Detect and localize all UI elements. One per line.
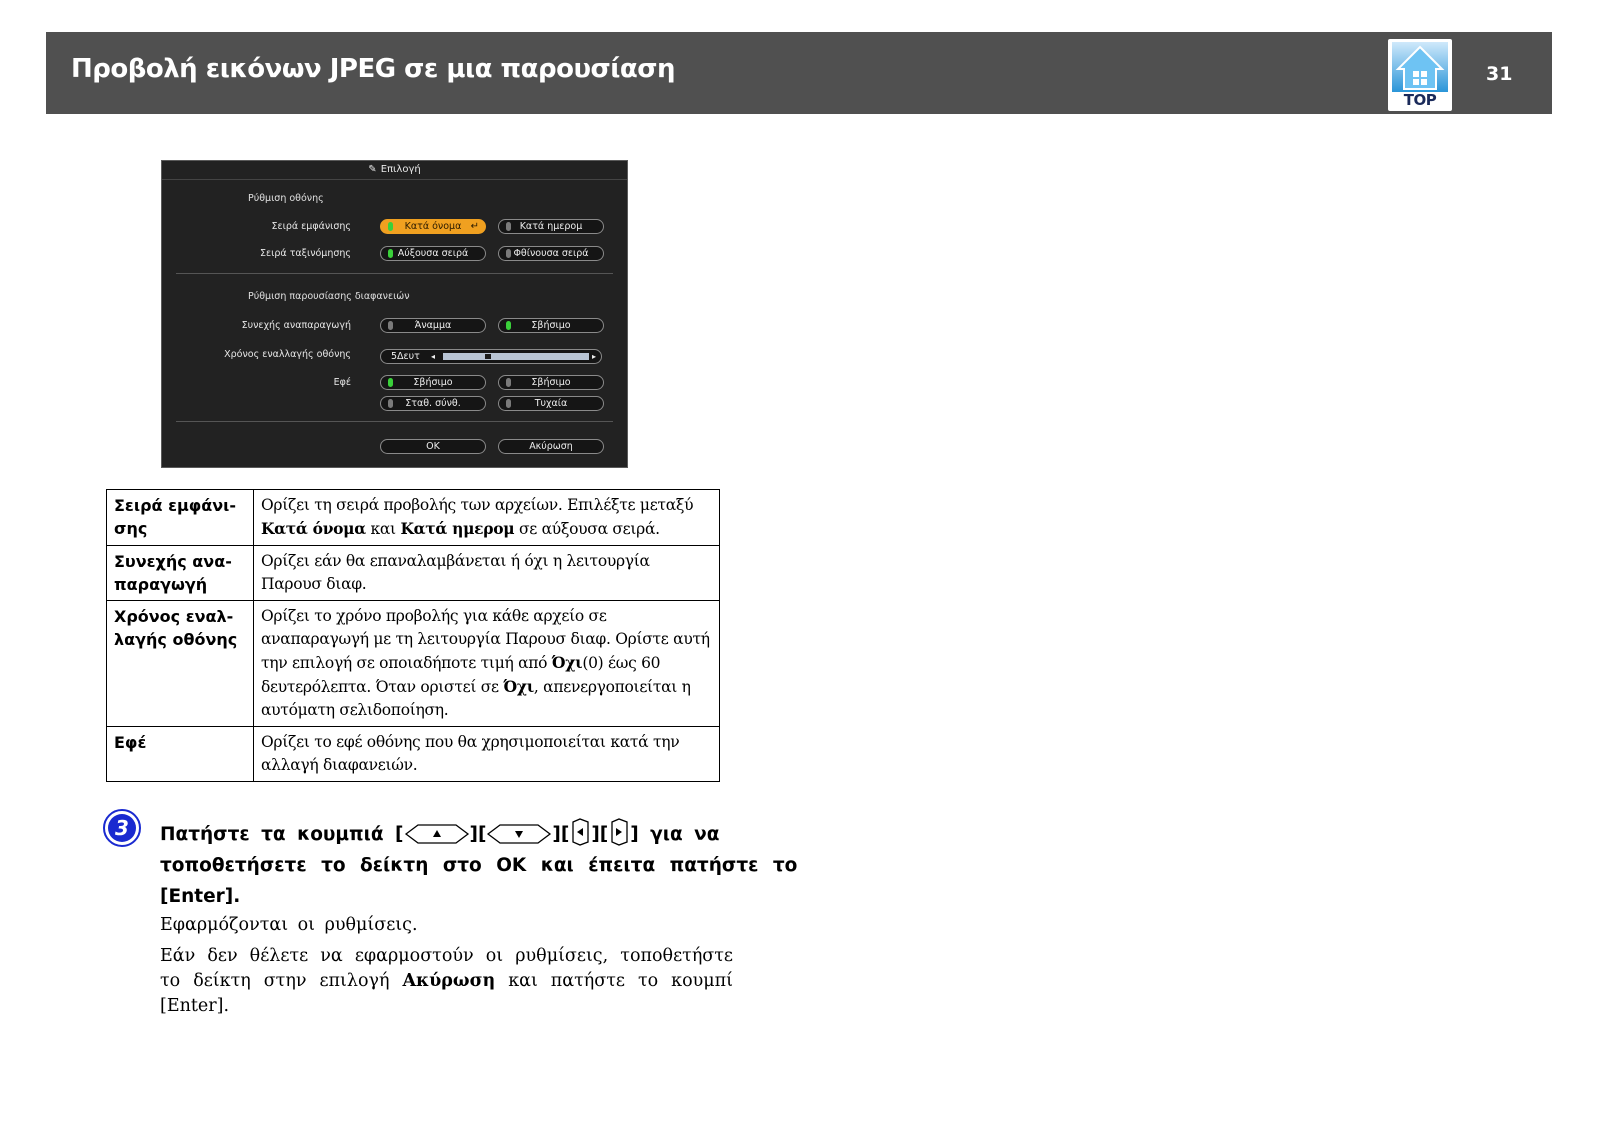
continuous-play-on[interactable] <box>380 318 486 333</box>
definition-cell: Ορίζει το χρόνο προβολής για κάθε αρχείο σε αναπαραγωγή με τη λειτουργία Παρουσ διαφ. Ορίστε αυτή την επιλογή σε οποιαδήποτε τιμή από Όχι(0) έως 60 δευτερόλεπτα. Όταν οριστεί σε Όχι, απενεργοποιείται η αυτόματη σελιδοποίηση. <box>254 601 720 727</box>
options-dialog-screenshot <box>161 160 628 468</box>
status-led-icon <box>506 222 511 231</box>
term-cell: Συνεχής ανα-παραγωγή <box>107 546 254 601</box>
cancel-button[interactable]: Ακύρωση <box>498 439 604 454</box>
table-row <box>107 546 720 601</box>
continuous-play-label: Συνεχής αναπαραγωγή <box>241 320 351 331</box>
status-led-icon <box>506 321 511 330</box>
up-arrow-key-icon <box>404 823 470 845</box>
status-led-icon <box>506 399 511 408</box>
page-number: 31 <box>1486 63 1513 85</box>
sort-order-label: Σειρά ταξινόμησης <box>260 248 351 259</box>
step-body-text: Εάν δεν θέλετε να εφαρμοστούν οι ρυθμίσεις, τοποθετήστε το δείκτη στην επιλογή Ακύρωση και πατήστε το κουμπί [Enter]. <box>160 946 733 1016</box>
status-led-icon <box>388 399 393 408</box>
arrow-left-icon[interactable]: ◂ <box>431 352 436 361</box>
display-order-label: Σειρά εμφάνισης <box>271 221 351 232</box>
status-led-icon <box>388 321 393 330</box>
option-label: Τυχαία <box>534 398 568 409</box>
page-title: Προβολή εικόνων JPEG σε μια παρουσίαση <box>71 54 676 84</box>
right-arrow-key-icon <box>608 818 630 846</box>
table-row <box>107 601 720 727</box>
definition-cell: Ορίζει εάν θα επαναλαμβάνεται ή όχι η λειτουργία Παρουσ διαφ. <box>254 546 720 601</box>
step-body-text: Εφαρμόζονται οι ρυθμίσεις. <box>160 915 418 935</box>
top-label: TOP <box>1403 91 1437 109</box>
option-label: Κατά ημερομ <box>519 221 583 232</box>
step-heading-line: [Enter]. <box>160 886 241 907</box>
sort-order-descending[interactable] <box>498 246 604 261</box>
slider-thumb[interactable] <box>485 354 491 359</box>
left-arrow-key-icon <box>569 818 591 846</box>
option-label: Φθίνουσα σειρά <box>513 248 589 259</box>
down-arrow-key-icon <box>486 823 552 845</box>
definition-cell: Ορίζει τη σειρά προβολής των αρχείων. Επιλέξτε μεταξύ Κατά όνομα και Κατά ημερομ σε αύξουσα σειρά. <box>254 490 720 546</box>
page-header <box>46 32 1552 114</box>
table-row <box>107 490 720 546</box>
dialog-titlebar <box>162 161 627 180</box>
section-screen-settings: Ρύθμιση οθόνης <box>248 193 324 204</box>
arrow-right-icon[interactable]: ▸ <box>592 352 597 361</box>
slider-track <box>443 353 589 360</box>
status-led-icon <box>506 378 511 387</box>
pencil-icon: ✎ <box>368 164 377 175</box>
status-led-icon <box>388 378 393 387</box>
settings-description-table <box>106 489 720 782</box>
switch-time-slider[interactable] <box>380 349 602 364</box>
effect-random[interactable] <box>498 396 604 411</box>
term-cell: Εφέ <box>107 727 254 782</box>
section-slideshow-settings: Ρύθμιση παρουσίασης διαφανειών <box>248 291 410 302</box>
table-row <box>107 727 720 782</box>
term-cell: Σειρά εμφάνι-σης <box>107 490 254 546</box>
option-label: Κατά όνομα <box>404 221 462 232</box>
continuous-play-off[interactable] <box>498 318 604 333</box>
effect-label: Εφέ <box>333 377 351 388</box>
status-led-icon <box>506 249 511 258</box>
dialog-divider <box>176 273 613 274</box>
definition-cell: Ορίζει το εφέ οθόνης που θα χρησιμοποιείται κατά την αλλαγή διαφανειών. <box>254 727 720 782</box>
step-heading-line: Πατήστε τα κουμπιά [ ][ ][ ][ ] για να <box>160 818 730 850</box>
option-label: Σβήσιμο <box>531 320 571 331</box>
display-order-by-date[interactable] <box>498 219 604 234</box>
status-led-icon <box>388 249 393 258</box>
effect-fade[interactable] <box>380 375 486 390</box>
option-label: Αύξουσα σειρά <box>397 248 469 259</box>
switch-time-value: 5Δευτ <box>391 351 420 362</box>
step-heading-line: τοποθετήσετε το δείκτη στο OK και έπειτα πατήστε το <box>160 855 798 876</box>
step-number-badge <box>103 809 141 847</box>
option-label: Άναμμα <box>414 320 452 331</box>
option-label: Σβήσιμο <box>531 377 571 388</box>
return-icon: ↵ <box>470 221 479 232</box>
dialog-divider <box>176 421 613 422</box>
option-label: Σταθ. σύνθ. <box>405 398 461 409</box>
display-order-by-name[interactable] <box>380 219 486 234</box>
top-button[interactable] <box>1388 39 1452 111</box>
dialog-title: Επιλογή <box>380 164 421 175</box>
step-number: 3 <box>108 814 136 842</box>
sort-order-ascending[interactable] <box>380 246 486 261</box>
switch-time-label: Χρόνος εναλλαγής οθόνης <box>224 349 351 360</box>
term-cell: Χρόνος εναλ-λαγής οθόνης <box>107 601 254 727</box>
effect-fade-2[interactable] <box>498 375 604 390</box>
ok-button[interactable]: OK <box>380 439 486 454</box>
effect-fixed-dissolve[interactable] <box>380 396 486 411</box>
option-label: Σβήσιμο <box>413 377 453 388</box>
status-led-icon <box>388 222 393 231</box>
step-heading <box>160 818 798 912</box>
